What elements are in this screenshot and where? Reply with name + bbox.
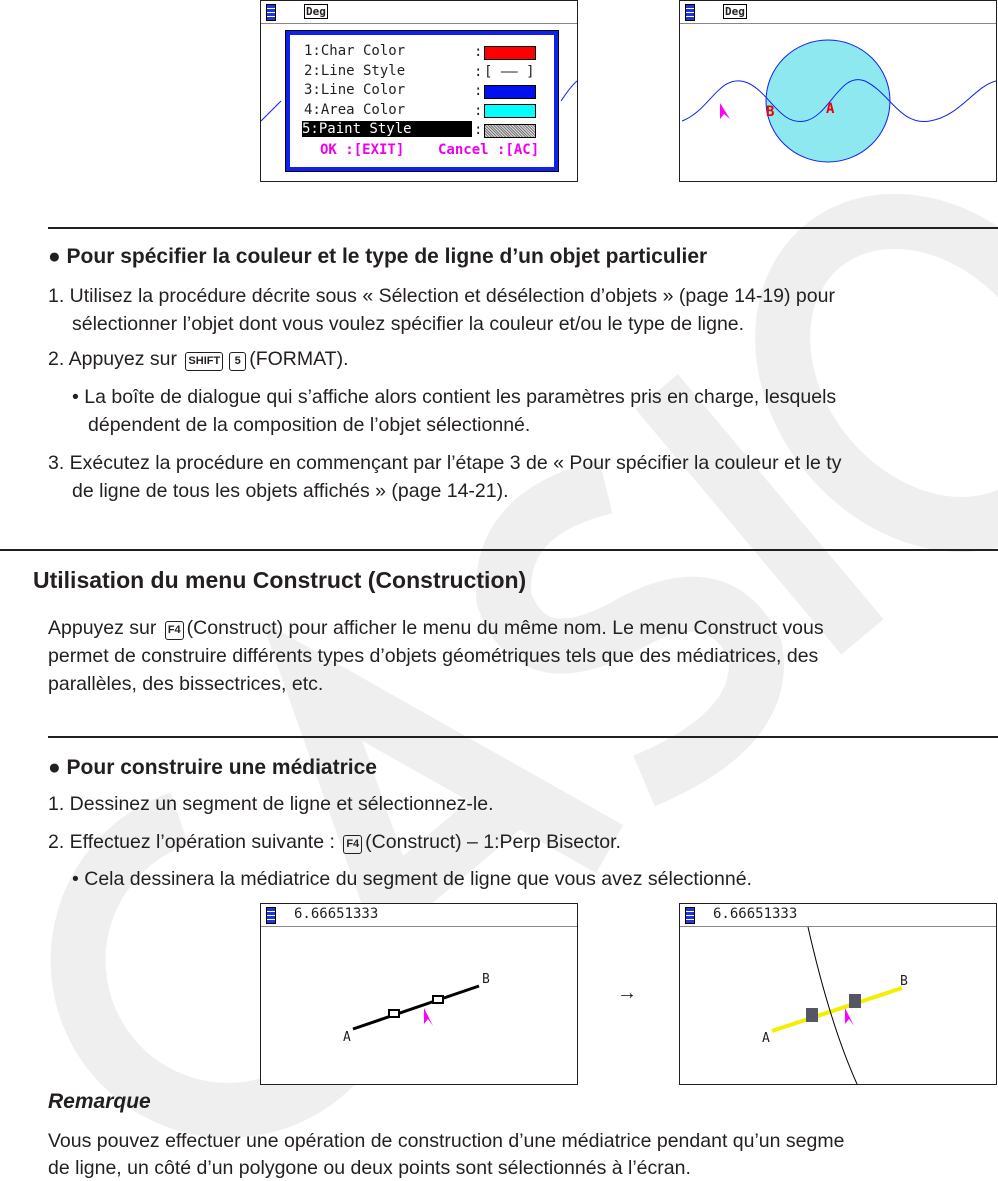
segment-before-screen (260, 903, 578, 1085)
format-dialog (286, 31, 558, 171)
section-divider (48, 736, 998, 738)
ok-hint: OK :[EXIT] (320, 142, 405, 158)
cancel-hint: Cancel :[AC] (438, 142, 540, 158)
point-a-label: A (826, 101, 835, 117)
line-style-value: [ —— ] (484, 64, 535, 80)
char-color-item[interactable]: 1:Char Color (304, 43, 406, 59)
bullet-text: dépendent de la composition de l’objet sélectionné. (88, 414, 531, 436)
paint-style-swatch (484, 124, 536, 138)
step-text: 3. Exécutez la procédure en commençant par l’étape 3 de « Pour spécifier la couleur et le ty (48, 452, 842, 474)
cursor-arrow-icon (845, 1008, 854, 1026)
char-color-swatch (484, 46, 536, 60)
point-b-label: B (482, 972, 490, 987)
text: 2. Effectuez l’opération suivante : (48, 831, 335, 853)
colon-separators: : : : : : (474, 44, 483, 138)
point-b-label: B (900, 974, 908, 989)
f4-key-icon: F4 (165, 621, 184, 640)
arrow-icon: → (617, 982, 637, 1004)
section-divider (48, 227, 998, 229)
perp-bisector-drawing (680, 904, 996, 1084)
measure-value: 6.66651333 (294, 906, 379, 922)
step-text: 1. Dessinez un segment de ligne et sélectionnez-le. (48, 793, 494, 815)
section-heading: ● Pour spécifier la couleur et le type de ligne d’un objet particulier (48, 245, 708, 268)
step-text: 1. Utilisez la procédure décrite sous « Sélection et désélection d’objets » (page 14-19) pour (48, 285, 835, 307)
f4-key-icon: F4 (343, 835, 362, 854)
note-text: de ligne, un côté d’un polygone ou deux points sont sélectionnés à l’écran. (48, 1157, 691, 1179)
shift-key-icon: SHIFT (185, 352, 223, 371)
line-style-item[interactable]: 2:Line Style (304, 63, 406, 79)
text: (Construct) pour afficher le menu du même nom. Le menu Construct vous (186, 617, 824, 639)
paint-style-item[interactable]: 5:Paint Style (302, 121, 472, 137)
area-color-item[interactable]: 4:Area Color (304, 102, 406, 118)
point-a-label: A (343, 1030, 351, 1045)
point-b-label: B (766, 104, 775, 120)
paragraph-line (48, 617, 824, 640)
bullet-text: • Cela dessinera la médiatrice du segment de ligne que vous avez sélectionné. (72, 868, 752, 890)
step-text (48, 348, 348, 371)
measure-value: 6.66651333 (713, 906, 798, 922)
angle-mode-badge: Deg (306, 5, 326, 18)
section-divider (0, 549, 998, 551)
cursor-arrow-icon (424, 1008, 433, 1026)
paragraph-line: permet de construire différents types d’objets géométriques tels que des médiatrices, des (48, 645, 819, 667)
paragraph-line: parallèles, des bissectrices, etc. (48, 673, 324, 695)
step-text (48, 831, 621, 854)
segment-after-screen (679, 903, 997, 1085)
point-a-label: A (762, 1031, 770, 1046)
step-text-post: (FORMAT). (249, 348, 349, 370)
line-color-item[interactable]: 3:Line Color (304, 82, 406, 98)
section-heading: ● Pour construire une médiatrice (48, 756, 377, 779)
heading-text: Pour spécifier la couleur et le type de ligne d’un objet particulier (66, 245, 708, 268)
note-title: Remarque (48, 1090, 151, 1113)
bullet-text: • La boîte de dialogue qui s’affiche alors contient les paramètres pris en charge, lesquels (72, 386, 837, 408)
line-color-swatch (484, 85, 536, 99)
angle-mode-badge: Deg (725, 5, 745, 18)
circle-graph-screen (679, 0, 997, 182)
cursor-arrow-icon (720, 103, 730, 119)
format-dialog-screen (260, 0, 578, 182)
heading-text: Pour construire une médiatrice (66, 756, 377, 779)
step-text-pre: 2. Appuyez sur (48, 348, 177, 370)
five-key-icon: 5 (229, 352, 246, 371)
text: Appuyez sur (48, 617, 157, 639)
circle-and-sine-graph (680, 1, 996, 181)
text: (Construct) – 1:Perp Bisector. (365, 831, 621, 853)
step-text: sélectionner l’objet dont vous voulez spécifier la couleur et/ou le type de ligne. (72, 313, 745, 335)
step-text: de ligne de tous les objets affichés » (page 14-21). (72, 480, 509, 502)
section-title: Utilisation du menu Construct (Construction) (33, 567, 527, 593)
segment-drawing (261, 904, 577, 1084)
area-color-swatch (484, 104, 536, 118)
note-text: Vous pouvez effectuer une opération de construction d’une médiatrice pendant qu’un segme (48, 1130, 845, 1152)
